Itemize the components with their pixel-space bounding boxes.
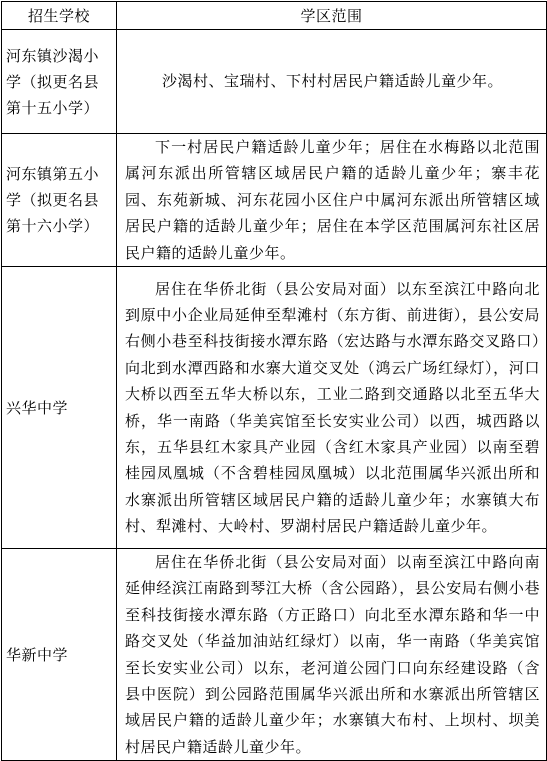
header-zone: 学区范围 <box>117 2 547 30</box>
table-header-row <box>2 2 547 30</box>
zone-description: 居住在华侨北街（县公安局对面）以南至滨江中路向南延伸经滨江南路到琴江大桥（含公园路），县公安局右侧小巷至科技街接水潭东路（方正路口）向北至水潭东路和华一中路交叉处（华益加油站红绿灯）以南，华一南路（华美宾馆至长安实业公司）以东，老河道公园门口向东经建设路（含县中医院）到公园路范围属华兴派出所和水寨派出所管辖区域居民户籍的适龄儿童少年；水寨镇大布村、上坝村、坝美村居民户籍适龄儿童少年。 <box>117 549 547 761</box>
school-name: 华新中学 <box>2 549 117 761</box>
table-row <box>2 549 547 761</box>
header-school: 招生学校 <box>2 2 117 30</box>
school-name: 河东镇第五小学（拟更名县第十六小学） <box>2 134 117 267</box>
table-row <box>2 134 547 267</box>
school-name: 兴华中学 <box>2 267 117 549</box>
zone-description: 沙渴村、宝瑞村、下村村居民户籍适龄儿童少年。 <box>117 30 547 134</box>
zone-description: 下一村居民户籍适龄儿童少年；居住在水梅路以北范围属河东派出所管辖区域居民户籍的适龄儿童少年；寨丰花园、东苑新城、河东花园小区住户中属河东派出所管辖区域居民户籍的适龄儿童少年；居住在本学区范围属河东社区居民户籍的适龄儿童少年。 <box>117 134 547 267</box>
zone-description: 居住在华侨北街（县公安局对面）以东至滨江中路向北到原中小企业局延伸至犁滩村（东方街、前进街），县公安局右侧小巷至科技街接水潭东路（宏达路与水潭东路交叉路口）向北到水潭西路和水寨大道交叉处（鸿云广场红绿灯），河口大桥以西至五华大桥以东，工业二路到交通路以北至五华大桥，华一南路（华美宾馆至长安实业公司）以西，城西路以东，五华县红木家具产业园（含红木家具产业园）以南至碧桂园凤凰城（不含碧桂园凤凰城）以北范围属华兴派出所和水寨派出所管辖区域居民户籍的适龄儿童少年；水寨镇大布村、犁滩村、大岭村、罗湖村居民户籍适龄儿童少年。 <box>117 267 547 549</box>
school-name: 河东镇沙渴小学（拟更名县第十五小学） <box>2 30 117 134</box>
table-row <box>2 267 547 549</box>
table-row <box>2 30 547 134</box>
school-zone-table <box>1 1 547 761</box>
